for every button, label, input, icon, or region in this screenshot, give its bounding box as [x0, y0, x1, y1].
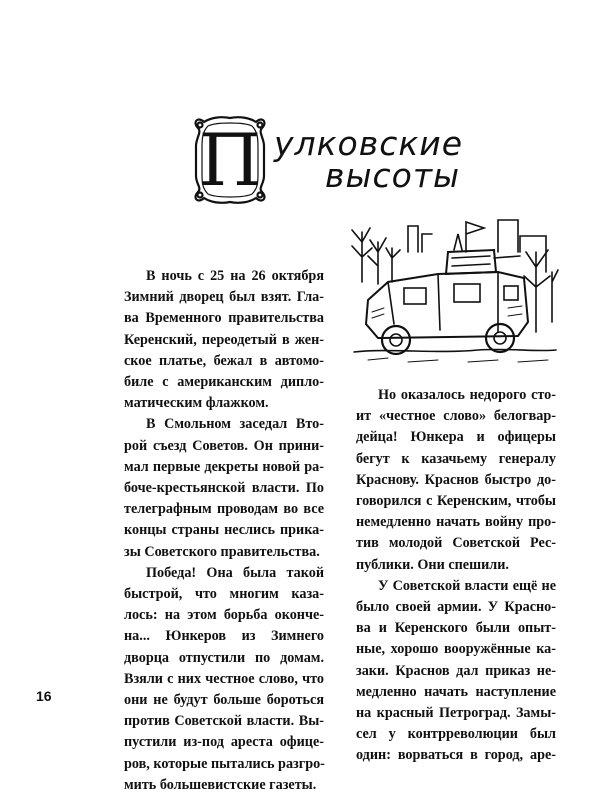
text-line: на... Юнкеров из Зимнего — [124, 628, 324, 645]
text-line: биле с американским дипло- — [124, 374, 324, 391]
text-line: В Смольном заседал Вто- — [146, 416, 324, 433]
text-line: мить большевистские газеты. — [124, 776, 317, 793]
text-line: У Советской власти ещё не — [378, 577, 556, 594]
text-line: пустили из-под ареста офице- — [124, 734, 324, 751]
text-line: немедленно начать войну про- — [356, 514, 556, 531]
text-line: ит «честное слово» белогвар- — [356, 408, 556, 425]
text-line: боче-крестьянской власти. По — [124, 480, 324, 497]
text-line: мал первые декреты новой ра- — [124, 458, 324, 475]
title-line-1: улковские — [274, 124, 464, 163]
text-line: говорился с Керенским, чтобы — [356, 493, 556, 510]
left-text-column — [124, 266, 324, 796]
text-line: публики. Они спешили. — [356, 556, 509, 573]
text-line: медленно начать наступление — [356, 683, 556, 700]
text-line: лось: на этом борьба оконче- — [124, 607, 324, 624]
text-line: ров, которые пытались разгро- — [124, 755, 325, 772]
ornate-initial — [190, 112, 270, 208]
text-line: Но оказалось недорого сто- — [378, 387, 556, 403]
text-line: телеграфным проводам во все — [124, 501, 324, 518]
text-line: матическим флажком. — [124, 395, 269, 412]
text-line: тив молодой Советской Рес- — [356, 535, 556, 552]
text-line: ское платье, бежал в автомо- — [124, 352, 324, 369]
text-line: Керенский, переодетый в жен- — [124, 331, 324, 348]
text-line: зы Советского правительства. — [124, 543, 320, 560]
text-line: они не будут больше бороться — [124, 692, 324, 709]
text-line: концы страны неслись прика- — [124, 522, 324, 539]
text-line: Взяли с них честное слово, что — [124, 670, 324, 687]
text-line: заки. Краснов дал приказ не- — [356, 662, 556, 679]
text-line: В ночь с 25 на 26 октября — [146, 268, 324, 284]
text-line: дейца! Юнкера и офицеры — [356, 429, 556, 446]
title-line-2: высоты — [325, 156, 461, 195]
text-line: на красный Петроград. Замы- — [356, 705, 556, 722]
page-number: 16 — [36, 688, 52, 704]
text-line: Победа! Она была такой — [146, 564, 324, 581]
armored-car-illustration-icon — [348, 212, 560, 375]
text-line: один: ворваться в город, аре- — [356, 747, 556, 764]
text-line: было своей армии. У Красно- — [356, 599, 556, 616]
text-line: ва Временного правительства — [124, 310, 324, 327]
text-line: ва и Керенского были опыт- — [356, 620, 556, 637]
text-line: быстрой, что многим каза- — [124, 586, 324, 603]
right-text-column — [356, 385, 556, 767]
text-line: Зимний дворец был взят. Гла- — [124, 289, 324, 306]
text-line: Краснову. Краснов быстро до- — [356, 471, 556, 488]
text-line: бегут к казачьему генералу — [356, 450, 556, 467]
text-line: сел у контрреволюции был — [356, 726, 556, 743]
initial-letter: П — [198, 118, 262, 202]
text-line: против Советской власти. Вы- — [124, 713, 324, 730]
text-line: дворца отпустили по домам. — [124, 649, 324, 666]
text-line: ные, хорошо вооружённые ка- — [356, 641, 556, 658]
text-line: рой съезд Советов. Он прини- — [124, 437, 324, 454]
